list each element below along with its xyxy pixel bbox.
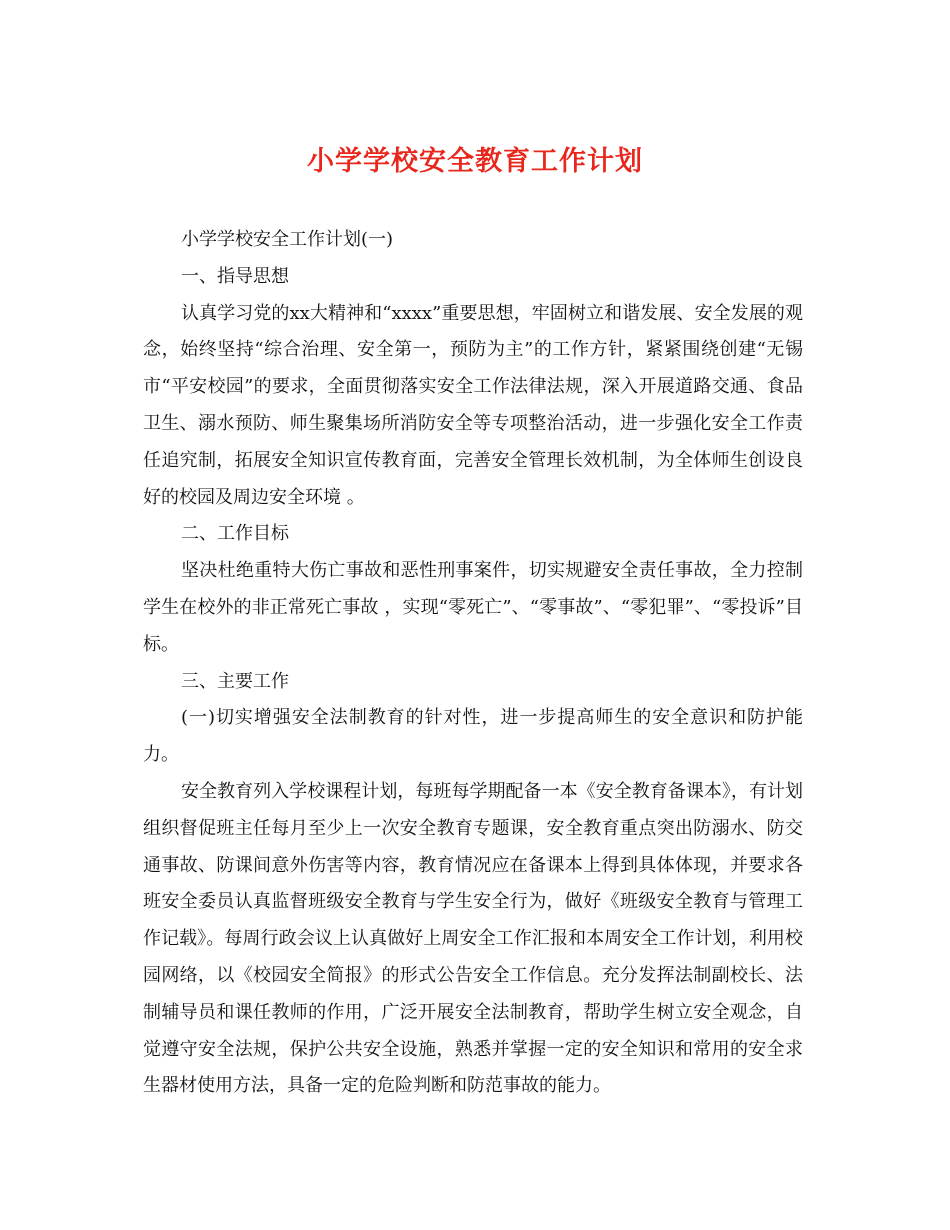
- document-title: 小学学校安全教育工作计划: [307, 146, 643, 177]
- section-heading-work-goals: 二、工作目标: [181, 523, 289, 545]
- paragraph-work-goals: 坚决杜绝重特大伤亡事故和恶性刑事案件，切实规避安全责任事故，全力控制学生在校外的非正常死亡事故 ，实现“零死亡”、“零事故”、“零犯罪”、“零投诉”目标。: [143, 560, 803, 655]
- section-heading-main-work: 三、主要工作: [181, 670, 289, 692]
- paragraph-safety-education: 安全教育列入学校课程计划，每班每学期配备一本《安全教育备课本》，有计划组织督促班主任每月至少上一次安全教育专题课，安全教育重点突出防溺水、防交通事故、防课间意外伤害等内容，教育情况应在备课本上得到具体体现，并要求各班安全委员认真监督班级安全教育与学生安全行为，做好《班级安全教育与管理工作记载》。每周行政会议上认真做好上周安全工作汇报和本周安全工作计划，利用校园网络，以《校园安全简报》的形式公告安全工作信息。充分发挥法制副校长、法制辅导员和课任教师的作用，广泛开展安全法制教育，帮助学生树立安全观念，自觉遵守安全法规，保护公共安全设施，熟悉并掌握一定的安全知识和常用的安全求生器材使用方法，具备一定的危险判断和防范事故的能力。: [143, 780, 803, 1097]
- section-heading-plan-one: 小学学校安全工作计划(一): [181, 229, 394, 250]
- section-heading-guiding-ideology: 一、指导思想: [181, 265, 289, 287]
- paragraph-guiding-ideology: 认真学习党的xx大精神和“xxxx”重要思想，牢固树立和谐发展、安全发展的观念，始终坚持“综合治理、安全第一，预防为主”的工作方针，紧紧围绕创建“无锡市“平安校园”的要求，全面贯彻落实安全工作法律法规，深入开展道路交通、食品卫生、溺水预防、师生聚集场所消防安全等专项整治活动，进一步强化安全工作责任追究制，拓展安全知识宣传教育面，完善安全管理长效机制，为全体师生创设良好的校园及周边安全环境 。: [143, 302, 803, 508]
- document-body: [143, 222, 803, 1105]
- paragraph-main-work-item-one: (一)切实增强安全法制教育的针对性，进一步提高师生的安全意识和防护能力。: [143, 707, 803, 766]
